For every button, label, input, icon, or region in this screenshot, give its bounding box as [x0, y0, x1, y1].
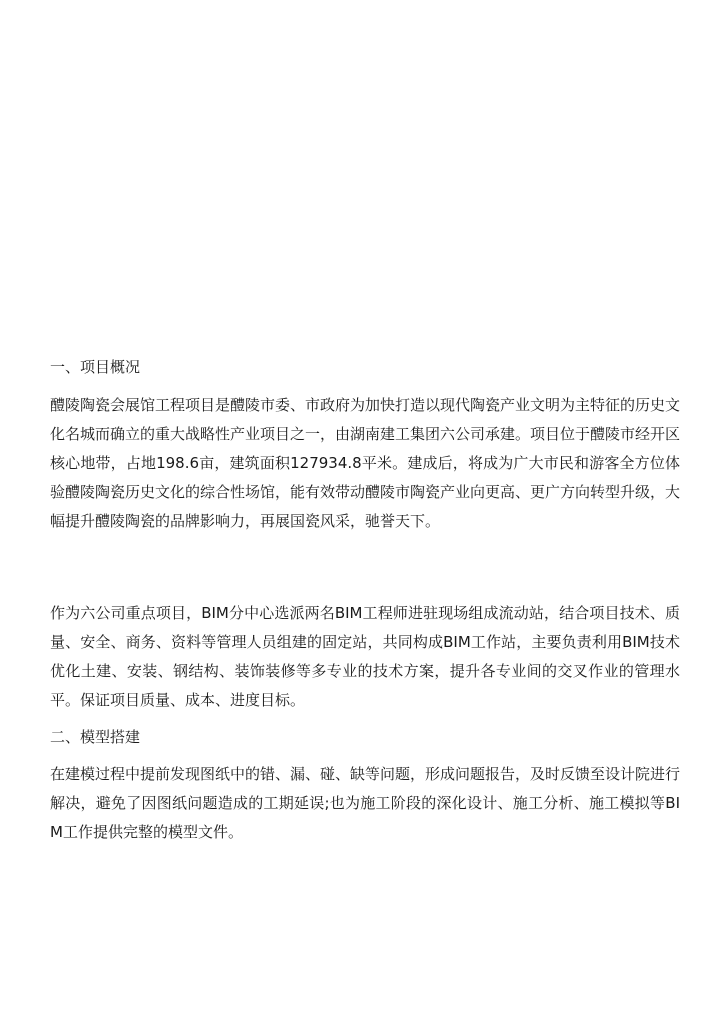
paragraph-modeling-process: 在建模过程中提前发现图纸中的错、漏、碰、缺等问题，形成问题报告，及时反馈至设计院进行解决，避免了因图纸问题造成的工期延误;也为施工阶段的深化设计、施工分析、施工模拟等BIM工作提供完整的模型文件。: [50, 765, 681, 841]
section-heading-model-building: 二、模型搭建: [50, 728, 141, 746]
document-body: [50, 355, 680, 847]
section-heading-project-overview: 一、项目概况: [50, 358, 141, 376]
paragraph-project-intro: 醴陵陶瓷会展馆工程项目是醴陵市委、市政府为加快打造以现代陶瓷产业文明为主特征的历史文化名城而确立的重大战略性产业项目之一，由湖南建工集团六公司承建。项目位于醴陵市经开区核心地带，占地198.6亩，建筑面积127934.8平米。建成后，将成为广大市民和游客全方位体验醴陵陶瓷历史文化的综合性场馆，能有效带动醴陵市陶瓷产业向更高、更广方向转型升级，大幅提升醴陵陶瓷的品牌影响力，再展国瓷风采，驰誉天下。: [50, 396, 681, 530]
paragraph-bim-workstation: 作为六公司重点项目，BIM分中心选派两名BIM工程师进驻现场组成流动站，结合项目技术、质量、安全、商务、资料等管理人员组建的固定站，共同构成BIM工作站，主要负责利用BIM技术优化土建、安装、钢结构、装饰装修等多专业的技术方案，提升各专业间的交叉作业的管理水平。保证项目质量、成本、进度目标。: [50, 604, 680, 709]
